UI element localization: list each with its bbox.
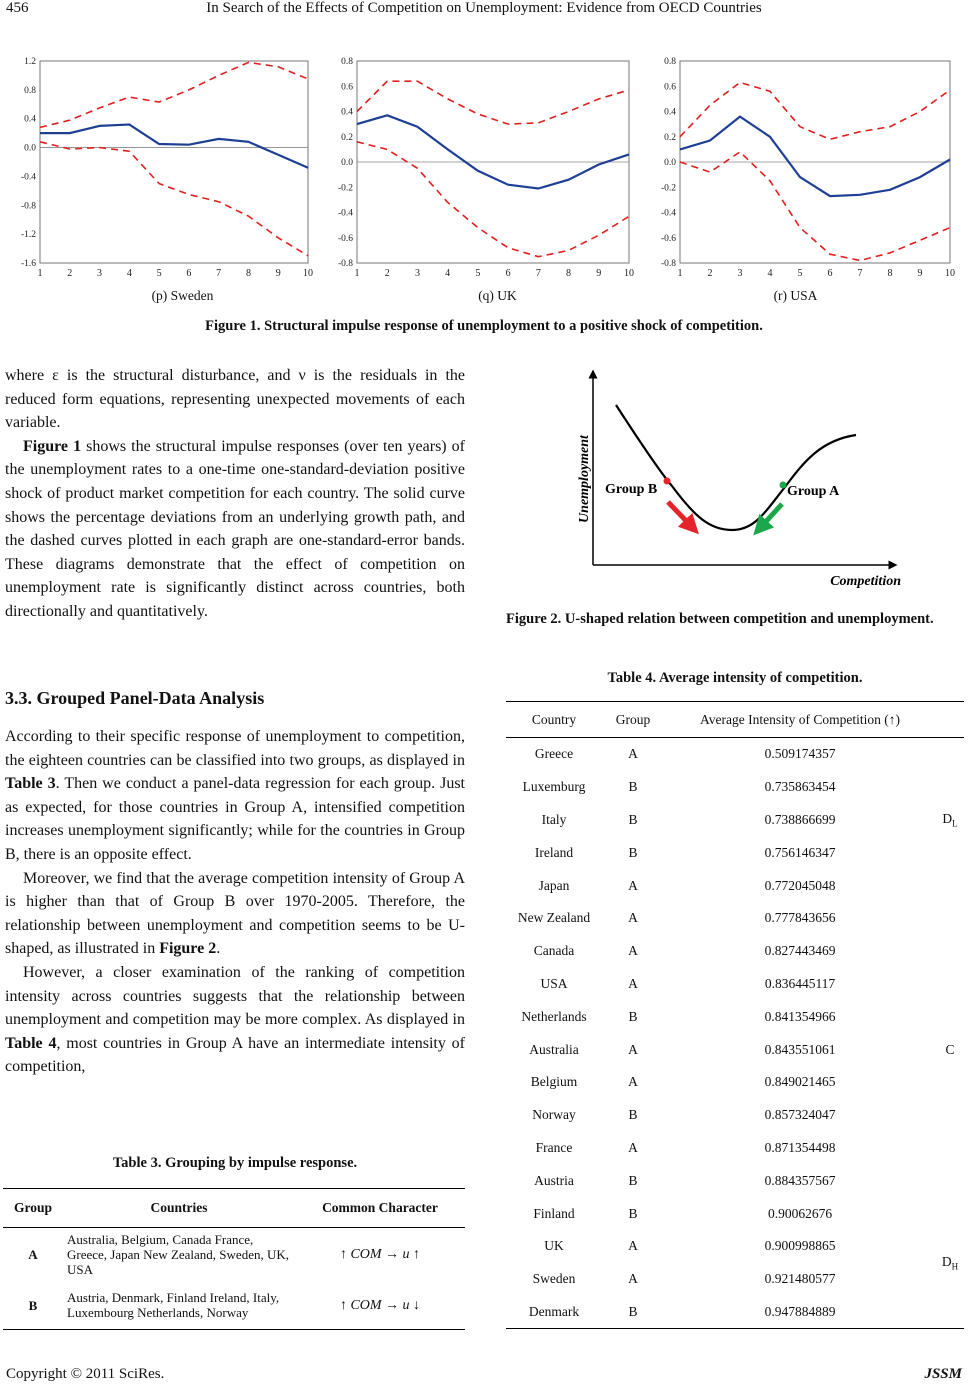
x-tick-label: 7 [216, 268, 222, 279]
x-tick-label: 10 [945, 268, 955, 279]
error-band-line [40, 62, 308, 127]
table-3-caption: Table 3. Grouping by impulse response. [112, 1155, 358, 1171]
paragraph-2-text: shows the structural impulse responses (over ten years) of the unemployment rates to a one-time one-standard-deviation positive shock of product market competition for each country. The solid curve shows the percentage deviations from an underlying growth path, and the dashed curves plotted in each graph are one-standard-error bands. These diagrams demonstrate that the effect of competition on unemployment rate is significantly distinct across countries, both directionally and quantitatively. [5, 437, 465, 620]
x-tick-label: 1 [354, 268, 360, 279]
figure-ref: Figure 1 [23, 437, 82, 455]
cell-group: A [28, 1247, 38, 1263]
table-row [506, 804, 964, 837]
table-ref-3: Table 3 [5, 775, 56, 793]
cell-group: B [628, 844, 638, 860]
cell-group: B [628, 779, 638, 795]
y-tick-label: 0.4 [664, 107, 676, 118]
cell-country: Norway [532, 1107, 576, 1123]
cell-group: B [628, 1172, 638, 1188]
cell-group: B [628, 1107, 638, 1123]
col-character: Common Character [295, 1189, 465, 1228]
col-group: Group [3, 1189, 63, 1228]
cell-intensity: 0.884357567 [764, 1172, 836, 1188]
cell-country: Greece [534, 746, 574, 762]
table-ref-4: Table 4 [5, 1034, 57, 1052]
x-tick-label: 4 [126, 268, 132, 279]
x-tick-label: 2 [384, 268, 390, 279]
cell-group: A [628, 1139, 638, 1155]
y-tick-label: -0.8 [20, 201, 36, 212]
x-tick-label: 5 [475, 268, 481, 279]
table-row [506, 1099, 964, 1132]
table-row [506, 1066, 964, 1099]
x-tick-label: 2 [67, 268, 73, 279]
x-tick-label: 1 [37, 268, 43, 279]
cell-group: A [628, 943, 638, 959]
copyright: Copyright © 2011 SciRes. [6, 1366, 165, 1382]
cell-intensity: 0.777843656 [764, 910, 836, 926]
impulse-panel-uk [338, 57, 634, 279]
p4-text-a: Moreover, we find that the average competition intensity of Group A is higher than that of Group B over 1970-2005. Therefore, the relationship between unemployment and competition seems to be U-shaped, as illustrated in [5, 869, 465, 958]
cell-intensity: 0.509174357 [764, 746, 836, 762]
table-row [506, 1263, 964, 1296]
cell-intensity: 0.772045048 [764, 877, 836, 893]
cell-country: Austria [534, 1172, 574, 1188]
cell-country: USA [540, 975, 568, 991]
p5-text-a: However, a closer examination of the ranking of competition intensity across countries suggests that the relationship between unemployment and competition may be more complex. As displayed in [5, 963, 465, 1029]
table-row [506, 968, 964, 1001]
class-label: C [945, 1041, 955, 1057]
cell-intensity: 0.900998865 [764, 1238, 836, 1254]
cell-country: Japan [538, 877, 570, 893]
cell-group: A [628, 910, 638, 926]
cell-group: B [628, 1205, 638, 1221]
col-intensity: Average Intensity of Competition (↑) [664, 702, 936, 738]
table-row [506, 836, 964, 869]
cell-country: Finland [533, 1205, 575, 1221]
cell-character: ↑ COM → u ↓ [295, 1282, 465, 1330]
y-tick-label: 0.4 [341, 107, 353, 118]
page-number: 456 [6, 0, 29, 16]
x-tick-label: 2 [707, 268, 713, 279]
y-tick-label: 1.2 [24, 57, 36, 67]
y-tick-label: 0.6 [341, 82, 353, 93]
cell-intensity: 0.947884889 [664, 1296, 936, 1329]
y-tick-label: 0.8 [24, 85, 36, 96]
y-tick-label: 0.2 [341, 132, 353, 143]
cell-group: A [628, 1041, 638, 1057]
cell-countries: Austria, Denmark, Finland Ireland, Italy, Luxembourg Netherlands, Norway [63, 1282, 295, 1330]
cell-intensity-class [936, 738, 964, 902]
table-row [506, 935, 964, 968]
table-row [506, 1230, 964, 1263]
cell-country: Italy [541, 811, 567, 827]
table-header-row [506, 702, 964, 738]
p3-text-a: According to their specific response of unemployment to competition, the eighteen countries can be classified into two groups, as displayed in [5, 728, 465, 769]
paragraph-3 [5, 725, 465, 867]
y-tick-label: 0.8 [664, 57, 676, 67]
x-tick-label: 4 [767, 268, 773, 279]
cell-country: Luxemburg [522, 779, 586, 795]
page-footer [6, 1366, 962, 1383]
y-tick-label: -0.8 [660, 259, 676, 269]
class-subscript: L [952, 818, 958, 829]
y-tick-label: -0.4 [20, 172, 36, 183]
cell-intensity: 0.90062676 [767, 1205, 833, 1221]
cell-intensity: 0.756146347 [764, 844, 836, 860]
x-tick-label: 9 [596, 268, 602, 279]
cell-group: B [3, 1282, 63, 1330]
col-group: Group [602, 702, 664, 738]
panel-label-uk: (q) UK [478, 288, 517, 303]
cell-country: New Zealand [517, 910, 591, 926]
x-tick-label: 5 [797, 268, 803, 279]
running-title: In Search of the Effects of Competition on Unemployment: Evidence from OECD Countries [206, 0, 762, 16]
paragraph-5 [5, 961, 465, 1079]
y-tick-label: -0.6 [337, 233, 353, 244]
table-row [506, 1197, 964, 1230]
journal-name: JSSM [924, 1366, 962, 1382]
u-curve [616, 405, 856, 530]
cell-intensity: 0.735863454 [764, 779, 836, 795]
col-country: Country [506, 702, 602, 738]
y-tick-label: -0.8 [337, 259, 353, 269]
cell-group: A [628, 746, 638, 762]
figure-ref-2: Figure 2 [159, 940, 217, 958]
y-tick-label: 0.0 [664, 158, 676, 168]
table-row [506, 869, 964, 902]
x-tick-label: 9 [275, 268, 281, 279]
col-countries: Countries [63, 1189, 295, 1228]
cell-intensity: 0.827443469 [764, 943, 836, 959]
cell-country: Canada [533, 943, 575, 959]
cell-intensity-class [936, 902, 964, 1197]
x-axis-label: Competition [830, 574, 901, 589]
figure-2 [560, 362, 910, 592]
x-tick-label: 6 [827, 268, 833, 279]
x-tick-label: 6 [186, 268, 192, 279]
cell-intensity-class [936, 1197, 964, 1329]
x-tick-label: 3 [737, 268, 743, 279]
table-row [506, 902, 964, 935]
x-tick-label: 3 [414, 268, 420, 279]
group-b-label: Group B [605, 482, 658, 497]
class-subscript: H [951, 1261, 959, 1272]
impulse-response-line [40, 125, 308, 168]
cell-group: A [628, 1271, 638, 1287]
cell-intensity: 0.843551061 [764, 1041, 836, 1057]
table-4 [506, 701, 964, 1329]
x-tick-label: 5 [156, 268, 162, 279]
error-band-line [357, 81, 629, 124]
class-label: D [941, 1253, 952, 1269]
cell-countries: Australia, Belgium, Canada France, Greece, Japan New Zealand, Sweden, UK, USA [67, 1232, 289, 1278]
table-header-row [3, 1189, 465, 1228]
cell-country: Sweden [532, 1271, 576, 1287]
figure-1-caption: Figure 1. Structural impulse response of unemployment to a positive shock of competition. [205, 318, 763, 334]
body-text-top [5, 364, 465, 624]
y-tick-label: -0.4 [660, 208, 676, 219]
cell-intensity: 0.921480577 [764, 1271, 836, 1287]
error-band-line [40, 142, 308, 256]
table-4-caption: Table 4. Average intensity of competition. [607, 670, 863, 686]
table-row [506, 1000, 964, 1033]
col-class [936, 702, 964, 738]
cell-country: UK [544, 1238, 564, 1254]
body-text-bottom [5, 725, 465, 1079]
p4-text-b: . [216, 940, 221, 958]
error-band-line [357, 142, 629, 257]
group-a-arrow [760, 504, 782, 528]
cell-country: France [535, 1139, 573, 1155]
y-tick-label: 0.0 [24, 143, 36, 154]
cell-group: A [628, 1074, 638, 1090]
cell-country: Ireland [534, 844, 574, 860]
table-row [506, 771, 964, 804]
table-3 [3, 1188, 465, 1330]
x-tick-label: 10 [303, 268, 313, 279]
x-tick-label: 7 [857, 268, 863, 279]
x-tick-label: 8 [245, 268, 251, 279]
y-tick-label: -0.4 [337, 208, 353, 219]
group-a-label: Group A [787, 484, 840, 499]
x-tick-label: 8 [887, 268, 893, 279]
cell-group: B [628, 1008, 638, 1024]
table-row [506, 1164, 964, 1197]
cell-intensity: 0.738866699 [764, 811, 836, 827]
paragraph-4 [5, 867, 465, 961]
cell-group: A [628, 1238, 638, 1254]
y-tick-label: 0.6 [664, 82, 676, 93]
table-row [506, 738, 964, 771]
cell-country: Belgium [530, 1074, 578, 1090]
cell-country: Australia [529, 1041, 579, 1057]
cell-intensity: 0.849021465 [764, 1074, 836, 1090]
y-tick-label: 0.2 [664, 132, 676, 143]
impulse-panel-usa [661, 57, 955, 279]
impulse-response-line [357, 115, 629, 188]
cell-group: B [628, 811, 638, 827]
table-row [506, 1033, 964, 1066]
figure-1 [0, 45, 968, 310]
p3-text-b: . Then we conduct a panel-data regression for each group. Just as expected, for those countries in Group A, intensified competition increases unemployment significantly; while for the countries in Group B, there is an opposite effect. [5, 775, 466, 863]
cell-group: A [628, 975, 638, 991]
panel-label-sweden: (p) Sweden [151, 288, 214, 303]
x-tick-label: 7 [535, 268, 541, 279]
cell-group: B [602, 1296, 664, 1329]
table-row [3, 1228, 465, 1282]
y-tick-label: -0.2 [337, 183, 353, 194]
plot-frame [40, 61, 308, 263]
paragraph-2 [5, 435, 465, 624]
y-axis-label: Unemployment [577, 435, 592, 523]
y-tick-label: -0.2 [660, 183, 676, 194]
cell-intensity: 0.871354498 [764, 1139, 836, 1155]
x-tick-label: 6 [505, 268, 511, 279]
cell-group: A [628, 877, 638, 893]
cell-character: ↑ COM → u ↑ [339, 1247, 421, 1263]
x-tick-label: 3 [97, 268, 103, 279]
y-tick-label: -0.6 [660, 233, 676, 244]
impulse-panel-sweden [21, 57, 313, 279]
group-b-point [664, 478, 671, 485]
panel-label-usa: (r) USA [773, 288, 818, 303]
table-row [506, 1296, 964, 1329]
cell-country: Denmark [506, 1296, 602, 1329]
p5-text-b: , most countries in Group A have an intermediate intensity of competition, [5, 1034, 465, 1076]
x-tick-label: 4 [445, 268, 451, 279]
error-band-line [680, 152, 950, 261]
group-a-point [780, 482, 787, 489]
cell-country: Netherlands [521, 1008, 587, 1024]
class-label: D [942, 811, 953, 827]
figure-2-caption: Figure 2. U-shaped relation between competition and unemployment. [506, 611, 934, 627]
section-heading: 3.3. Grouped Panel-Data Analysis [5, 688, 265, 708]
y-tick-label: -1.6 [20, 259, 36, 269]
x-tick-label: 8 [566, 268, 572, 279]
cell-intensity: 0.857324047 [764, 1107, 836, 1123]
cell-intensity: 0.836445117 [764, 975, 836, 991]
y-tick-label: 0.4 [24, 114, 36, 125]
table-row [506, 1132, 964, 1165]
x-tick-label: 9 [917, 268, 923, 279]
cell-intensity: 0.841354966 [764, 1008, 836, 1024]
x-tick-label: 10 [624, 268, 634, 279]
y-tick-label: 0.8 [341, 57, 353, 67]
impulse-response-line [680, 117, 950, 197]
y-tick-label: -1.2 [20, 230, 36, 241]
paragraph-1: where ε is the structural disturbance, and ν is the residuals in the reduced form equations, representing unexpected movements of each variable. [5, 367, 465, 432]
y-tick-label: 0.0 [341, 158, 353, 168]
table-row [3, 1282, 465, 1330]
x-tick-label: 1 [677, 268, 683, 279]
